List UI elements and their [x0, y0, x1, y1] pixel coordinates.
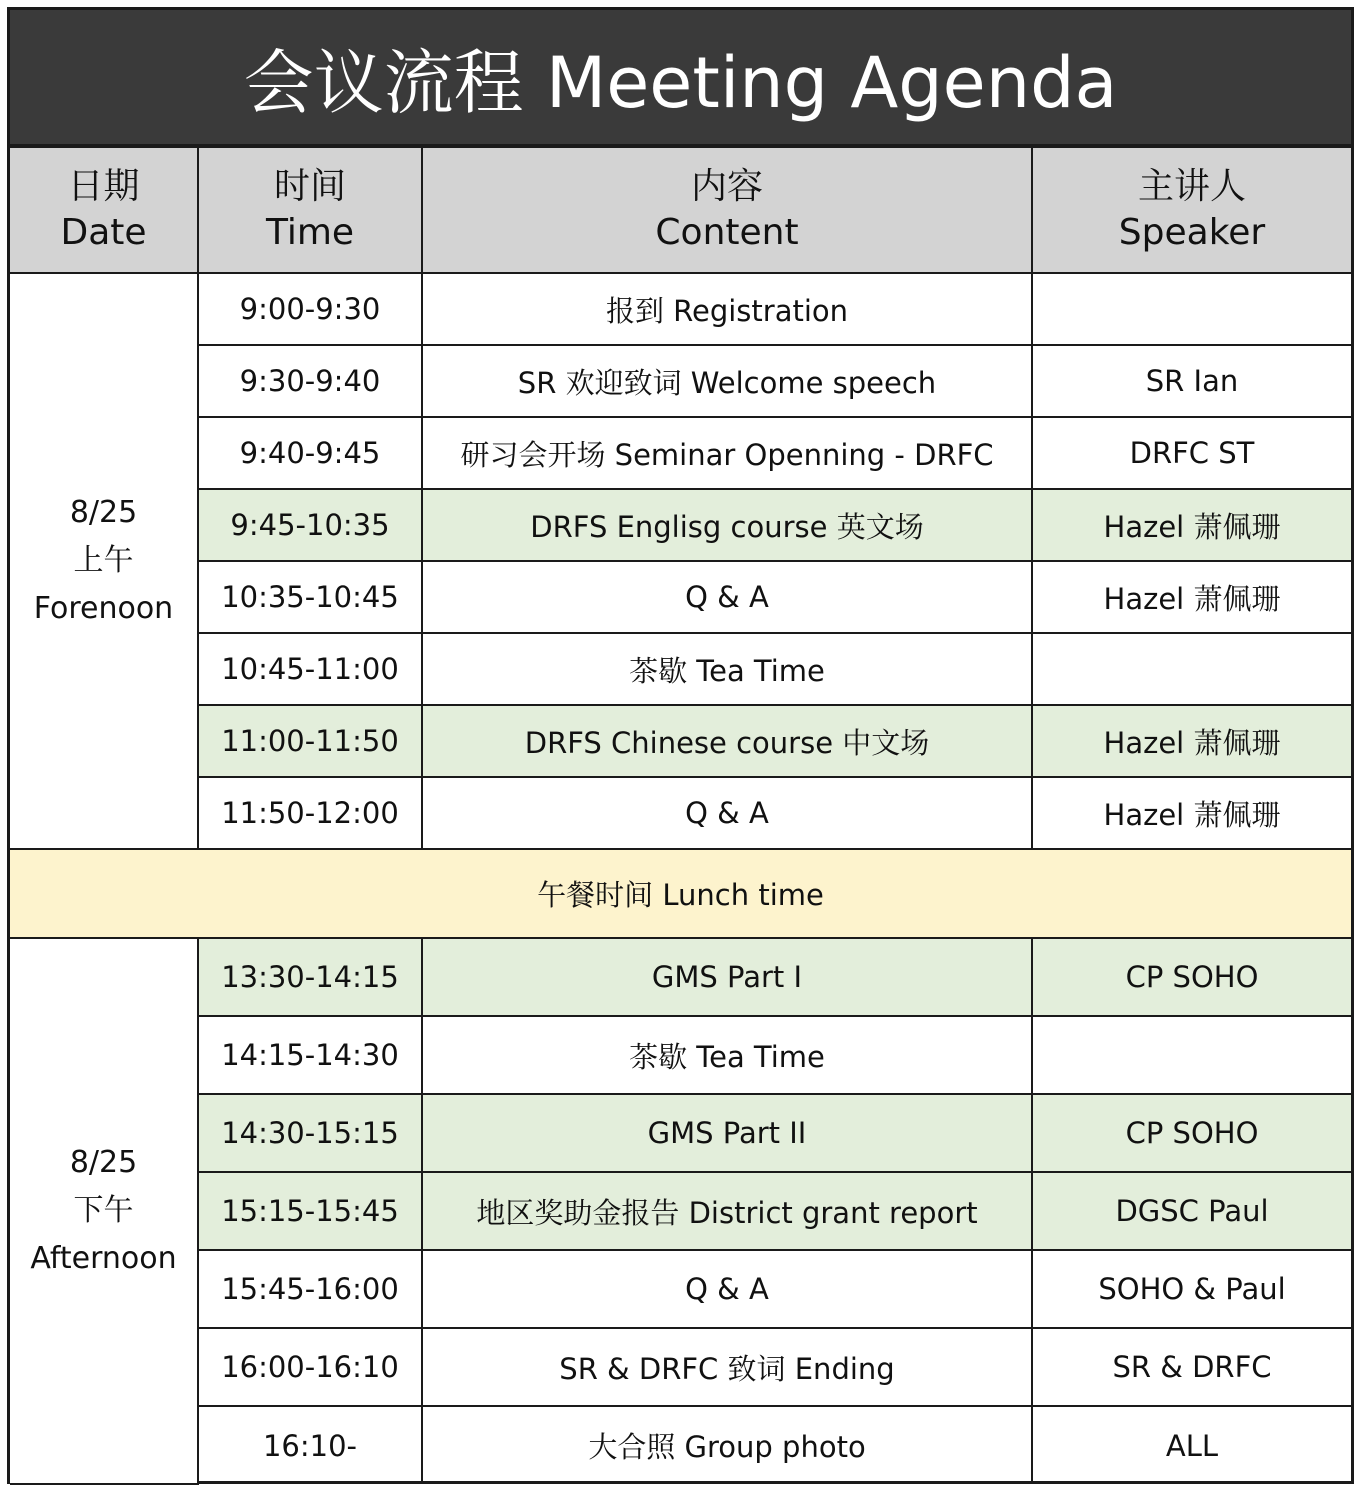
row-content: 大合照 Group photo: [422, 1406, 1032, 1484]
row-content: SR 欢迎致词 Welcome speech: [422, 345, 1032, 417]
header-content-zh: 内容: [690, 166, 763, 207]
header-speaker-zh: 主讲人: [1137, 166, 1246, 207]
header-row: [10, 147, 1351, 273]
row-time: 15:45-16:00: [198, 1250, 422, 1328]
row-time: 14:30-15:15: [198, 1094, 422, 1172]
row-content: 茶歇 Tea Time: [422, 1016, 1032, 1094]
row-speaker: Hazel 萧佩珊: [1032, 561, 1351, 633]
lunch-row: [10, 849, 1351, 938]
row-speaker: CP SOHO: [1032, 938, 1351, 1016]
row-time: 9:40-9:45: [198, 417, 422, 489]
row-content: DRFS Englisg course 英文场: [422, 489, 1032, 561]
agenda-row: [10, 417, 1351, 489]
row-speaker: DRFC ST: [1032, 417, 1351, 489]
header-content-en: Content: [655, 212, 799, 253]
row-time: 14:15-14:30: [198, 1016, 422, 1094]
agenda-row: [10, 561, 1351, 633]
agenda-row: [10, 1172, 1351, 1250]
agenda-row: [10, 345, 1351, 417]
row-time: 13:30-14:15: [198, 938, 422, 1016]
agenda-row: [10, 1406, 1351, 1484]
row-time: 15:15-15:45: [198, 1172, 422, 1250]
row-content: Q & A: [422, 1250, 1032, 1328]
morning-period-en: Forenoon: [33, 591, 174, 626]
header-date-zh: 日期: [67, 166, 140, 207]
header-time-zh: 时间: [273, 166, 346, 207]
header-date: [10, 147, 198, 273]
agenda-row: [10, 273, 1351, 345]
row-speaker: [1032, 1016, 1351, 1094]
row-speaker: Hazel 萧佩珊: [1032, 489, 1351, 561]
row-content: 报到 Registration: [422, 273, 1032, 345]
row-speaker: ALL: [1032, 1406, 1351, 1484]
row-time: 9:30-9:40: [198, 345, 422, 417]
afternoon-period-en: Afternoon: [30, 1241, 177, 1276]
row-speaker: CP SOHO: [1032, 1094, 1351, 1172]
row-speaker: DGSC Paul: [1032, 1172, 1351, 1250]
row-time: 11:50-12:00: [198, 777, 422, 849]
row-time: 10:35-10:45: [198, 561, 422, 633]
header-time: [198, 147, 422, 273]
agenda-title: 会议流程 Meeting Agenda: [10, 10, 1351, 146]
agenda-row: [10, 938, 1351, 1016]
agenda-row: [10, 1016, 1351, 1094]
row-time: 16:10-: [198, 1406, 422, 1484]
row-time: 10:45-11:00: [198, 633, 422, 705]
afternoon-date: 8/25: [69, 1145, 138, 1180]
header-speaker: [1032, 147, 1351, 273]
row-content: SR & DRFC 致词 Ending: [422, 1328, 1032, 1406]
header-date-en: Date: [60, 212, 147, 253]
row-speaker: Hazel 萧佩珊: [1032, 705, 1351, 777]
header-time-en: Time: [265, 212, 355, 253]
row-content: GMS Part I: [422, 938, 1032, 1016]
lunch-label: 午餐时间 Lunch time: [10, 849, 1351, 938]
morning-date-cell: [10, 273, 198, 849]
row-speaker: SOHO & Paul: [1032, 1250, 1351, 1328]
agenda-row: [10, 1250, 1351, 1328]
row-speaker: [1032, 273, 1351, 345]
row-content: Q & A: [422, 561, 1032, 633]
row-content: DRFS Chinese course 中文场: [422, 705, 1032, 777]
afternoon-period-zh: 下午: [73, 1193, 134, 1228]
row-content: GMS Part II: [422, 1094, 1032, 1172]
morning-date: 8/25: [69, 495, 138, 530]
agenda-row: [10, 633, 1351, 705]
row-time: 9:45-10:35: [198, 489, 422, 561]
row-speaker: SR & DRFC: [1032, 1328, 1351, 1406]
row-time: 16:00-16:10: [198, 1328, 422, 1406]
agenda-row: [10, 777, 1351, 849]
agenda-row: [10, 705, 1351, 777]
agenda-sheet: [7, 7, 1354, 1484]
agenda-table: [10, 146, 1351, 1485]
row-content: 茶歇 Tea Time: [422, 633, 1032, 705]
row-speaker: Hazel 萧佩珊: [1032, 777, 1351, 849]
row-time: 9:00-9:30: [198, 273, 422, 345]
agenda-row: [10, 1094, 1351, 1172]
row-speaker: SR Ian: [1032, 345, 1351, 417]
header-content: [422, 147, 1032, 273]
morning-period-zh: 上午: [73, 543, 134, 578]
row-time: 11:00-11:50: [198, 705, 422, 777]
agenda-row: [10, 1328, 1351, 1406]
agenda-body: [10, 273, 1351, 1484]
row-speaker: [1032, 633, 1351, 705]
header-speaker-en: Speaker: [1118, 212, 1266, 253]
row-content: 地区奖助金报告 District grant report: [422, 1172, 1032, 1250]
row-content: 研习会开场 Seminar Openning - DRFC: [422, 417, 1032, 489]
afternoon-date-cell: [10, 938, 198, 1484]
agenda-row: [10, 489, 1351, 561]
row-content: Q & A: [422, 777, 1032, 849]
